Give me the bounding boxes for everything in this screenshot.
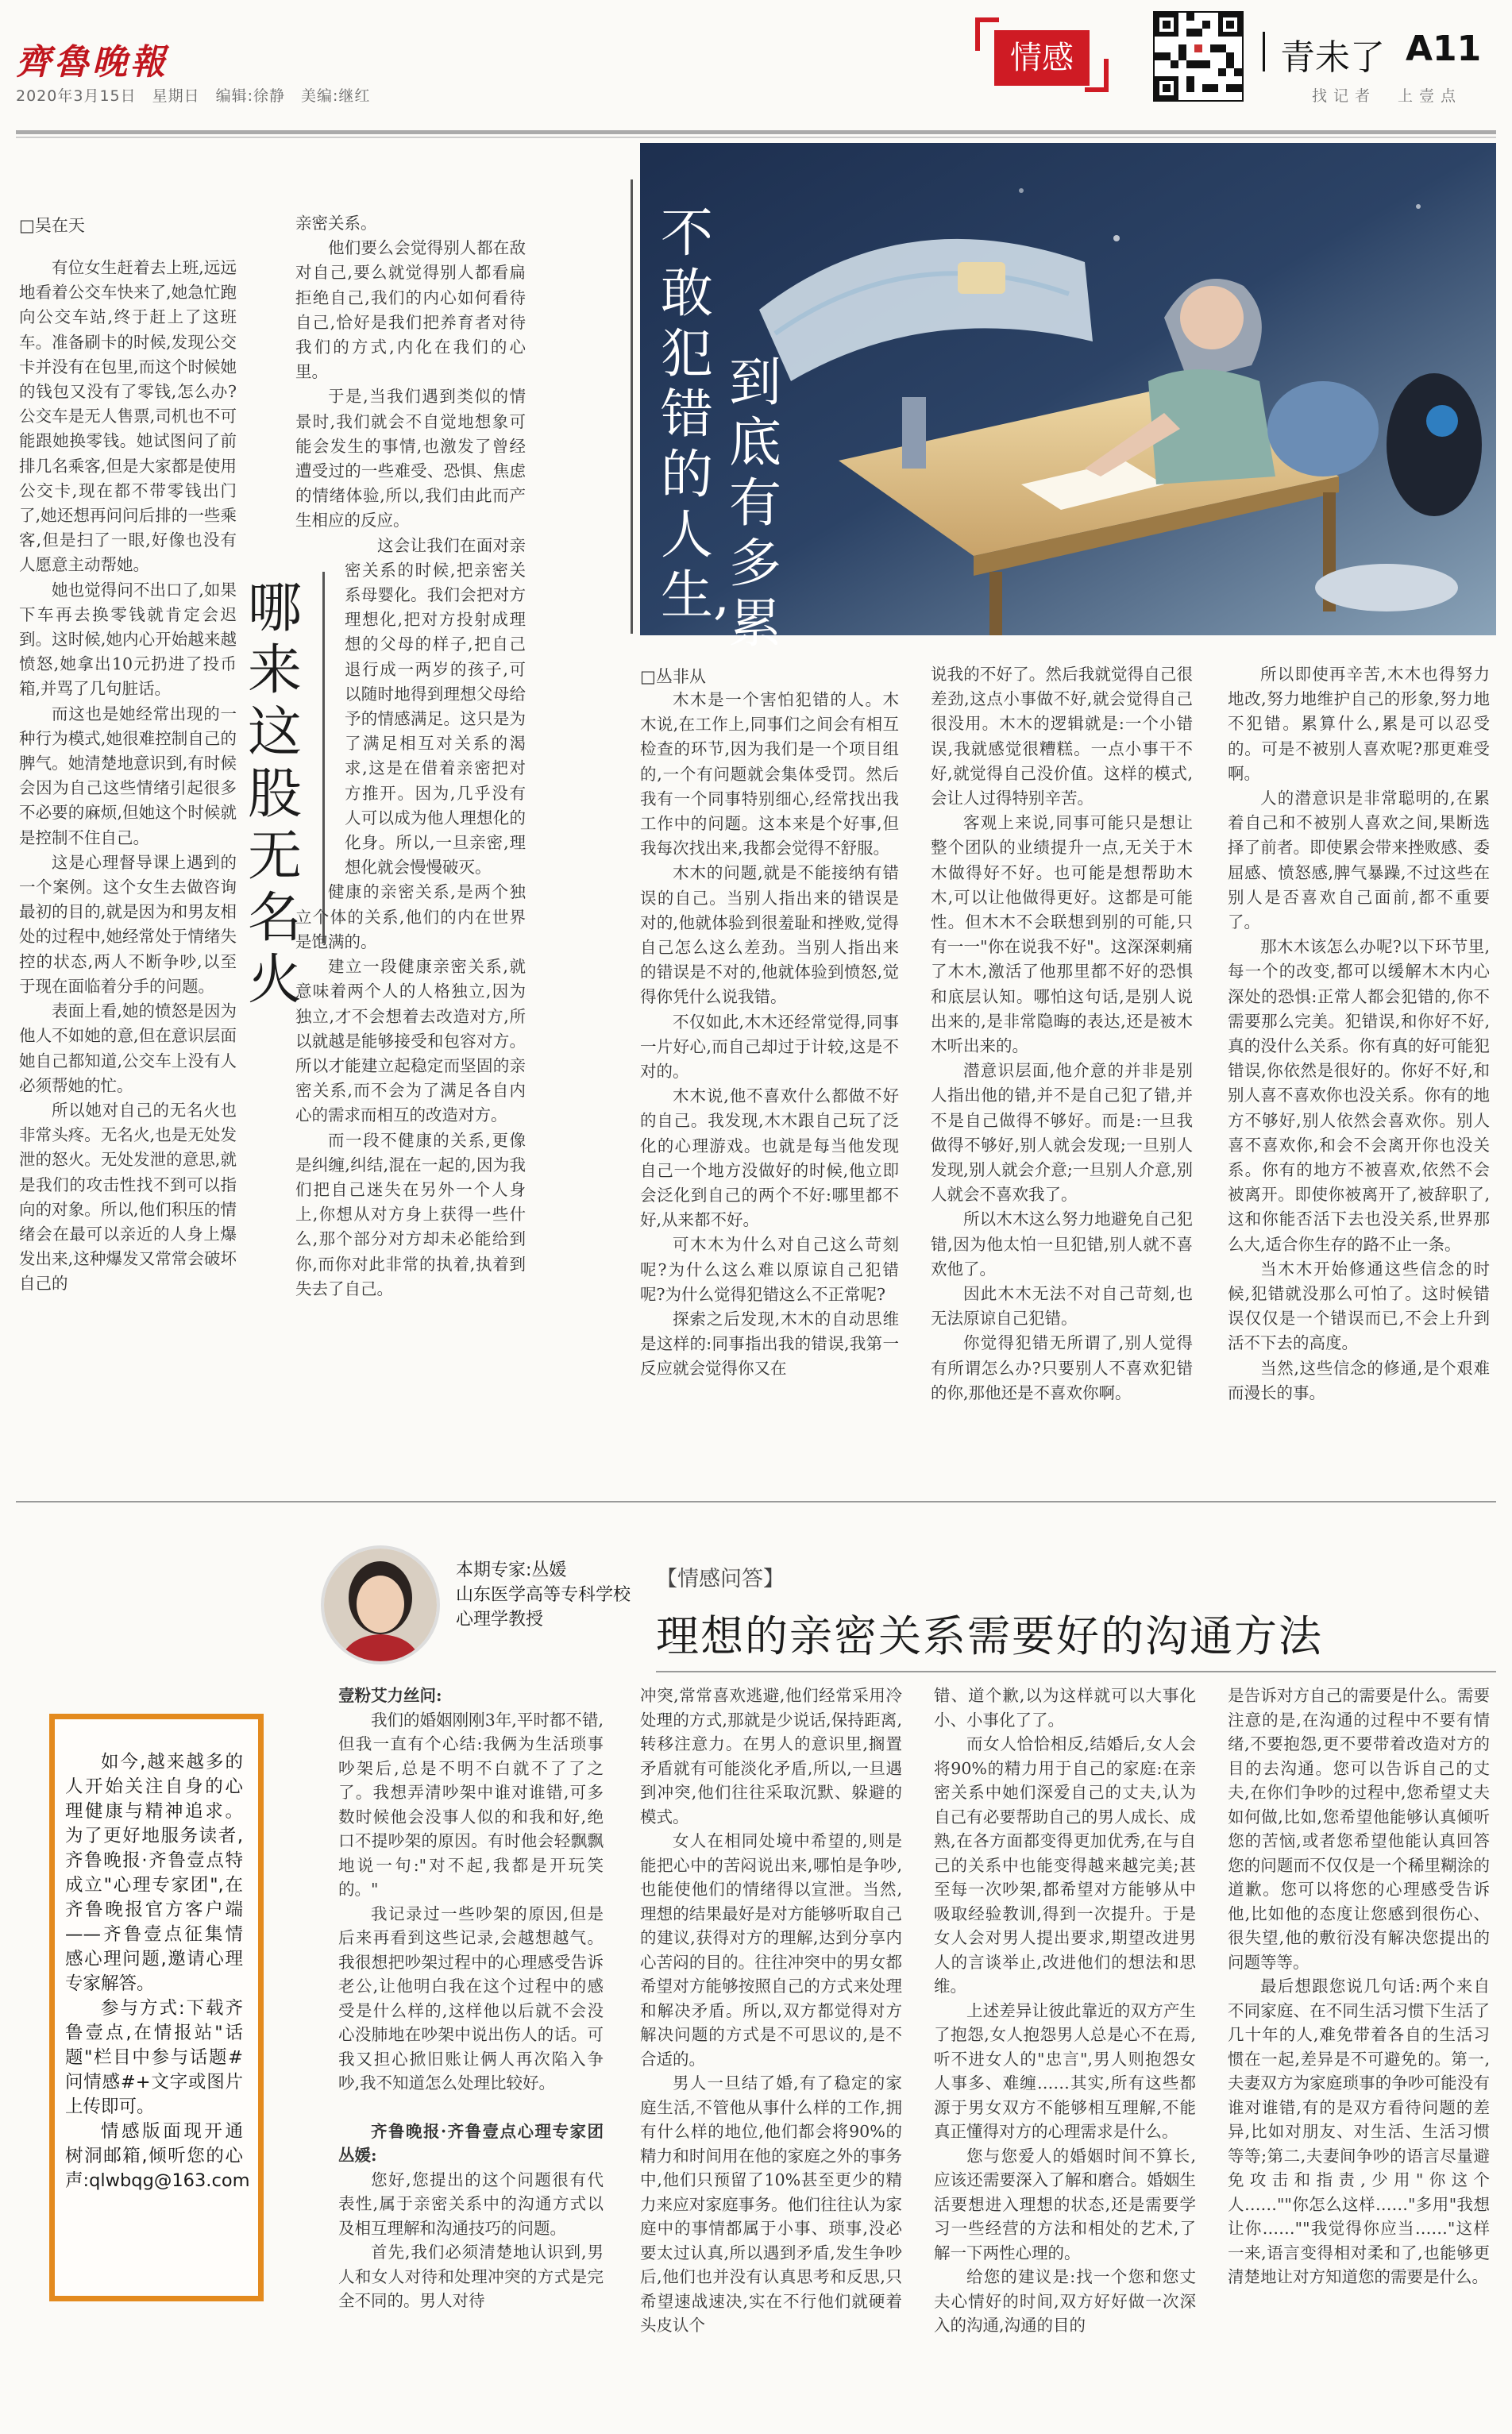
header-rule xyxy=(16,130,1496,134)
paragraph: 可木木为什么对自己这么苛刻呢?为什么这么难以原谅自己犯错呢?为什么觉得犯错这么不正常呢? xyxy=(640,1235,899,1304)
paragraph: 而这也是她经常出现的一种行为模式,她很难控制自己的脾气。她清楚地意识到,有时候会因为自己这些情绪引起很多不必要的麻烦,但她这个时候就是控制不住自己。 xyxy=(19,704,237,847)
article3-title-rule xyxy=(656,1671,1496,1672)
paragraph: 人的潜意识是非常聪明的,在累着自己和不被别人喜欢之间,果断选择了前者。即使累会带来挫败感、委屈感、愤怒感,脾气暴躁,不过这些在别人是否喜欢自己面前,都不重要了。 xyxy=(1228,789,1490,932)
question-label: 壹粉艾力丝问: xyxy=(338,1686,442,1705)
expert-avatar xyxy=(321,1545,440,1664)
staff-line: 找记者 上壹点 xyxy=(1312,87,1463,105)
paragraph: 他们要么会觉得别人都在敌对自己,要么就觉得别人都看扁拒绝自己,我们的内心如何看待自己,恰好是我们把养育者对待我们的方式,内化在我们的心里。 xyxy=(295,238,526,382)
paragraph: 建立一段健康亲密关系,就意味着两个人的人格独立,因为独立,才不会想着去改造对方,所以就越是能够接受和包容对方。所以才能建立起稳定而坚固的亲密关系,而不会为了满足各自内心的需求而相互的改造对方。 xyxy=(295,957,526,1125)
paragraph: 最后想跟您说几句话:两个来自不同家庭、在不同生活习惯下生活了几十年的人,难免带着各自的生活习惯在一起,差异是不可避免的。第一,夫妻双方为家庭琐事的争吵可能没有谁对谁错,有的是双方看待问题的差异,比如对朋友、对生活、生活习惯等等;第二,夫妻间争吵的语言尽量避免攻击和指责,少用"你这个人……""你怎么这样……"多用"我想让你……""我觉得你应当……"这样一来,语言变得相对柔和了,也能够更清楚地让对方知道您的需要是什么。 xyxy=(1228,1977,1490,2286)
paragraph: 木木说,他不喜欢什么都做不好的自己。我发现,木木跟自己玩了泛化的心理游戏。也就是每当他发现自己一个地方没做好的时候,他立即会泛化到自己的两个不好:哪里都不好,从来都不好。 xyxy=(640,1086,899,1230)
page-name: 青未了 xyxy=(1280,37,1385,78)
paragraph: 男人一旦结了婚,有了稳定的家庭生活,不管他从事什么样的工作,拥有什么样的地位,他们都会将90%的精力和时间用在他的家庭之外的事务中,他们只预留了10%甚至更少的精力来应对家庭事务。他们往往认为家庭中的事情都属于小事、琐事,没必要太过认真,所以遇到矛盾,发生争吵后,他们也并没有认真思考和反思,只希望速战速决,实在不行他们就硬着头皮认个 xyxy=(640,2073,902,2335)
promo-paragraph: 情感版面现开通树洞邮箱,倾听您的心声:qlwbqg@163.com xyxy=(65,2121,250,2191)
qr-code-icon[interactable] xyxy=(1153,11,1244,102)
paragraph: 所以木木这么努力地避免自己犯错,因为他太怕一旦犯错,别人就不喜欢他了。 xyxy=(931,1209,1193,1279)
paragraph: 错、道个歉,以为这样就可以大事化小、小事化了了。 xyxy=(934,1686,1196,1730)
paragraph: 所以她对自己的无名火也非常头疼。无名火,也是无处发泄的怒火。无处发泄的意思,就是我们的攻击性找不到可以指向的对象。所以,他们积压的情绪会在最可以亲近的人身上爆发出来,这种爆发又常常会破坏自己的 xyxy=(19,1100,237,1294)
paragraph: 您好,您提出的这个问题很有代表性,属于亲密关系中的沟通方式以及相互理解和沟通技巧的问题。 xyxy=(338,2170,604,2238)
promo-paragraph: 参与方式:下载齐鲁壹点,在情报站"话题"栏目中参与话题#问情感#+文字或图片上传即可。 xyxy=(65,1998,243,2117)
newspaper-masthead: 齊魯晚報 xyxy=(16,42,168,83)
article1-column-1 xyxy=(19,256,237,1297)
article2-column-2 xyxy=(931,662,1193,1406)
qr-code-graphic xyxy=(1155,13,1242,100)
article2-column-3 xyxy=(1228,662,1490,1406)
paragraph: 客观上来说,同事可能只是想让整个团队的业绩提升一点,无关于木木做得好不好。也可能是想帮助木木,可以让他做得更好。这都是可能性。但木木不会联想到别的可能,只有一一"你在说我不好"。这深深刺痛了木木,激活了他那里都不好的恐惧和底层认知。哪怕这句话,是别人说出来的,是非常隐晦的表达,还是被木木听出来的。 xyxy=(931,813,1193,1056)
paragraph: 我们的婚姻刚刚3年,平时都不错,但我一直有个心结:我俩为生活琐事吵架后,总是不明不白就不了了之了。我想弄清吵架中谁对谁错,可多数时候他会没事人似的和我和好,绝口不提吵架的原因。有时他会轻飘飘地说一句:"对不起,我都是开玩笑的。" xyxy=(338,1710,604,1899)
article2-title-rule xyxy=(631,179,633,634)
paragraph: 我记录过一些吵架的原因,但是后来再看到这些记录,会越想越气。我很想把吵架过程中的心理感受告诉老公,让他明白我在这个过程中的感受是什么样的,这样他以后就不会没心没肺地在吵架中说出伤人的话。可我又担心掀旧账让俩人再次陷入争吵,我不知道怎么处理比较好。 xyxy=(338,1904,604,2093)
paragraph: 木木的问题,就是不能接纳有错误的自己。当别人指出来的错误是对的,他就体验到很羞耻和挫败,觉得自己怎么这么差劲。当别人指出来的错误是不对的,他就体验到愤怒,觉得你凭什么说我错。 xyxy=(640,863,899,1007)
expert-credit: 本期专家:丛媛 山东医学高等专科学校心理学教授 xyxy=(456,1560,631,1630)
paragraph: 而女人恰恰相反,结婚后,女人会将90%的精力用于自己的家庭:在亲密关系中她们深爱自己的丈夫,认为自己有必要帮助自己的男人成长、成熟,在各方面都变得更加优秀,在与自己的关系中也能变得越来越完美;甚至每一次吵架,都希望对方能够从中吸取经验教训,得到一次提升。于是女人会对男人提出要求,期望改进男人的言谈举止,改进他们的想法和思维。 xyxy=(934,1734,1196,1996)
article3-column-4 xyxy=(1228,1684,1490,2289)
paragraph: 潜意识层面,他介意的并非是别人指出他的错,并不是自己犯了错,并不是自己做得不够好。而是:一旦我做得不够好,别人就会发现;一旦别人发现,别人就会介意;一旦别人介意,别人就会不喜欢我了。 xyxy=(931,1061,1193,1205)
article1-title: 哪来这股无名火 xyxy=(248,577,303,1012)
article3-column-1 xyxy=(338,1684,604,2313)
paragraph: 您与您爱人的婚姻时间不算长,应该还需要深入了解和磨合。婚姻生活要想进入理想的状态,还是需要学习一些经营的方法和相处的艺术,了解一下两性心理的。 xyxy=(934,2146,1196,2262)
article3-column-2 xyxy=(640,1684,902,2338)
paragraph: 女人在相同处境中希望的,则是能把心中的苦闷说出来,哪怕是争吵,也能使他们的情绪得以宣泄。当然,理想的结果最好是对方能够听取自己的建议,获得对方的理解,达到分享内心苦闷的目的。往往冲突中的男女都希望对方能够按照自己的方式来处理和解决矛盾。所以,双方都觉得对方解决问题的方式是不可思议的,是不合适的。 xyxy=(640,1831,902,2069)
paragraph: 探索之后发现,木木的自动思维是这样的:同事指出我的错误,我第一反应就会觉得你又在 xyxy=(640,1310,899,1379)
paragraph: 而一段不健康的关系,更像是纠缠,纠结,混在一起的,因为我们把自己迷失在另外一个人身上,你想从对方身上获得一些什么,那个部分对方却未必能给到你,而你对此非常的执着,执着到失去了自己。 xyxy=(295,1130,526,1298)
paragraph: 给您的建议是:找一个您和您丈夫心情好的时间,双方好好做一次深入的沟通,沟通的目的 xyxy=(934,2267,1196,2335)
answer-label: 齐鲁晚报·齐鲁壹点心理专家团丛媛: xyxy=(338,2121,604,2165)
paragraph: 表面上看,她的愤怒是因为他人不如她的意,但在意识层面她自己都知道,公交车上没有人必须帮她的忙。 xyxy=(19,1001,237,1095)
article2-byline: □丛非从 xyxy=(640,667,706,686)
article1-column-2 xyxy=(295,211,526,1302)
paragraph: 这是心理督导课上遇到的一个案例。这个女生去做咨询最初的目的,就是因为和男友相处的过程中,她经常处于情绪失控的状态,两人不断争吵,以至于现在面临着分手的问题。 xyxy=(19,852,237,996)
paragraph: 说我的不好了。然后我就觉得自己很差劲,这点小事做不好,就会觉得自己很没用。木木的逻辑就是:一个小错误,我就感觉很糟糕。一点小事干不好,就觉得自己没价值。这样的模式,会让人过得特别辛苦。 xyxy=(931,665,1193,808)
article3-kicker: 【情感问答】 xyxy=(656,1567,785,1591)
paragraph: 当然,这些信念的修通,是个艰难而漫长的事。 xyxy=(1228,1358,1490,1402)
promo-text xyxy=(65,1750,250,2193)
paragraph: 所以即使再辛苦,木木也得努力地改,努力地维护自己的形象,努力地不犯错。累算什么,累是可以忍受的。可是不被别人喜欢呢?那更难受啊。 xyxy=(1228,665,1490,783)
promo-paragraph: 如今,越来越多的人开始关注自身的心理健康与精神追求。为了更好地服务读者,齐鲁晚报·齐鲁壹点特成立"心理专家团",在齐鲁晚报官方客户端——齐鲁壹点征集情感心理问题,邀请心理专家解答。 xyxy=(65,1752,243,1994)
dateline: 2020年3月15日 星期日 编辑:徐静 美编:继红 xyxy=(16,87,371,105)
paragraph: 冲突,常常喜欢逃避,他们经常采用冷处理的方式,那就是少说话,保持距离,转移注意力。在男人的意识里,搁置矛盾就有可能淡化矛盾,所以,一旦遇到冲突,他们往往采取沉默、躲避的模式。 xyxy=(640,1686,902,1826)
paragraph: 首先,我们必须清楚地认识到,男人和女人对待和处理冲突的方式是完全不同的。男人对待 xyxy=(338,2243,604,2310)
expert-portrait xyxy=(324,1549,437,1661)
paragraph: 当木木开始修通这些信念的时候,犯错就没那么可怕了。这时候错误仅仅是一个错误而已,不会上升到活不下去的高度。 xyxy=(1228,1259,1490,1353)
paragraph: 有位女生赶着去上班,远远地看着公交车快来了,她急忙跑向公交车站,终于赶上了这班车。准备刷卡的时候,发现公交卡并没有在包里,而这个时候她的钱包又没有了零钱,怎么办?公交车是无人售票,司机也不可能跟她换零钱。她试图问了前排几名乘客,但是大家都是使用公交卡,现在都不带零钱出门了,她还想再问问后排的一些乘客,但是扫了一眼,好像也没有人愿意主动帮她。 xyxy=(19,258,237,575)
paragraph: 健康的亲密关系,是两个独立个体的关系,他们的内在世界是饱满的。 xyxy=(295,882,526,951)
paragraph: 你觉得犯错无所谓了,别人觉得有所谓怎么办?只要别人不喜欢犯错的你,那他还是不喜欢你啊。 xyxy=(931,1333,1193,1402)
paragraph: 木木是一个害怕犯错的人。木木说,在工作上,同事们之间会有相互检查的环节,因为我们是一个项目组的,一个有问题就会集体受罚。然后我有一个同事特别细心,经常找出我工作中的问题。这本来是个好事,但我每次找出来,我都会觉得不舒服。 xyxy=(640,690,899,858)
paragraph: 因此木木无法不对自己苛刻,也无法原谅自己犯错。 xyxy=(931,1284,1193,1329)
article2-column-1 xyxy=(640,688,899,1382)
article2-title-line1: 不敢犯错的人生, xyxy=(661,203,730,626)
paragraph: 上述差异让彼此靠近的双方产生了抱怨,女人抱怨男人总是心不在焉,听不进女人的"忠言",男人则抱怨女人事多、难缠……其实,所有这些都源于男女双方不能够相互理解,不能真正懂得对方的心理需求是什么。 xyxy=(934,2000,1196,2141)
page-number: A11 xyxy=(1406,29,1482,69)
paragraph: 是告诉对方自己的需要是什么。需要注意的是,在沟通的过程中不要有情绪,不要抱怨,更不要带着改造对方的目的去沟通。您可以告诉自己的丈夫,在你们争吵的过程中,您希望丈夫如何做,比如,您希望他能够认真倾听您的苦恼,或者您希望他能认真回答您的问题而不仅仅是一个稀里糊涂的道歉。您可以将您的心理感受告诉他,比如他的态度让您感到很伤心、很失望,他的敷衍没有解决您提出的问题等等。 xyxy=(1228,1686,1490,1972)
paragraph: 那木木该怎么办呢?以下环节里,每一个的改变,都可以缓解木木内心深处的恐惧:正常人都会犯错的,你不需要那么完美。犯错误,和你好不好,真的没什么关系。你有真的好可能犯错误,你依然是很好的。你好不好,和别人喜不喜欢你也没关系。你有的地方不够好,别人依然会喜欢你。别人喜不喜欢你,和会不会离开你也没关系。你有的地方不被喜欢,依然不会被离开。即使你被离开了,被辞职了,这和你能否活下去也没关系,世界那么大,适合你生存的路不止一条。 xyxy=(1228,937,1490,1254)
header-divider xyxy=(1263,32,1265,71)
article3-column-3 xyxy=(934,1684,1196,2338)
paragraph: 她也觉得问不出口了,如果下车再去换零钱就肯定会迟到。这时候,她内心开始越来越愤怒,她拿出10元扔进了投币箱,并骂了几句脏话。 xyxy=(19,580,237,699)
article3-title: 理想的亲密关系需要好的沟通方法 xyxy=(656,1611,1323,1661)
paragraph: 不仅如此,木木还经常觉得,同事一片好心,而自己却过于计较,这是不对的。 xyxy=(640,1012,899,1082)
header-rule-thin xyxy=(16,137,1496,138)
article1-byline: □吴在天 xyxy=(19,216,85,235)
paragraph: 亲密关系。 xyxy=(295,214,377,233)
paragraph: 于是,当我们遇到类似的情景时,我们就会不自觉地想象可能会发生的事情,也激发了曾经遭受过的一些难受、恐惧、焦虑的情绪体验,所以,我们由此而产生相应的反应。 xyxy=(295,387,526,530)
section-divider xyxy=(16,1501,1496,1502)
article2-title-line2: 到底有多累 xyxy=(729,352,781,654)
section-tag: 情感 xyxy=(994,30,1090,86)
paragraph: 这会让我们在面对亲密关系的时候,把亲密关系母婴化。我们会把对方理想化,把对方投射成理想的父母的样子,把自己退行成一两岁的孩子,可以随时地得到理想父母给予的情感满足。这只是为了满足相互对关系的渴求,这是在借着亲密把对方推开。因为,几乎没有人可以成为他人理想化的化身。所以,一旦亲密,理想化就会慢慢破灭。 xyxy=(345,535,526,878)
